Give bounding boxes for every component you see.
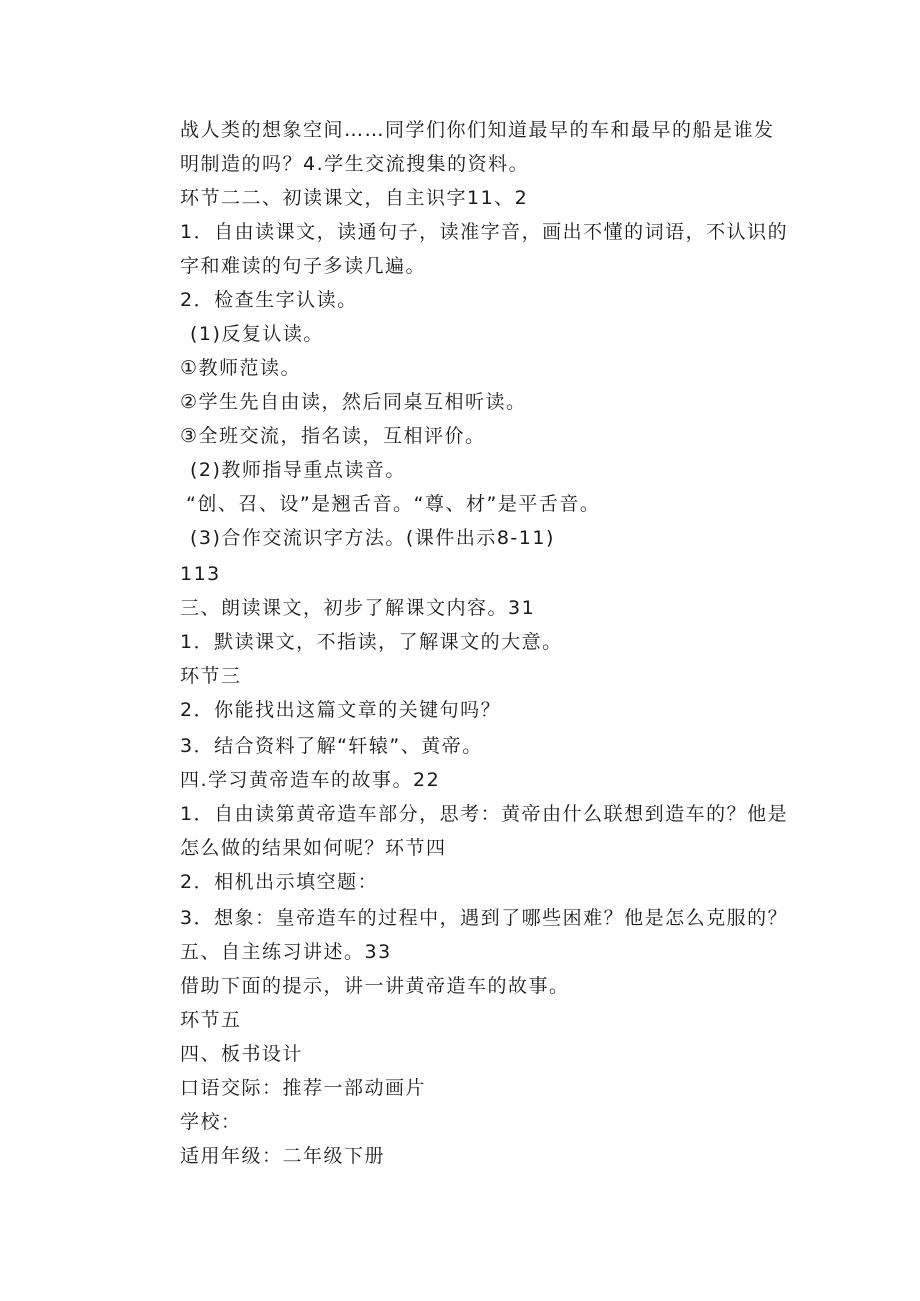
text-line-20: 四.学习黄帝造车的故事。22: [180, 769, 441, 791]
text-line-28: 四、板书设计: [180, 1043, 304, 1065]
text-line-8: ①教师范读。: [180, 357, 302, 379]
text-line-3: 环节二二、初读课文，自主识字11、2: [180, 187, 529, 209]
text-line-13: (3)合作交流识字方法。(课件出示8-11): [190, 527, 555, 549]
text-line-27: 环节五: [180, 1009, 242, 1031]
text-line-30: 学校：: [180, 1111, 242, 1133]
text-line-2: 明制造的吗？4.学生交流搜集的资料。: [180, 153, 530, 175]
text-line-15: 三、朗读课文，初步了解课文内容。31: [180, 597, 536, 619]
text-line-24: 3．想象：皇帝造车的过程中，遇到了哪些困难？他是怎么克服的？: [180, 907, 789, 929]
text-line-9: ②学生先自由读，然后同桌互相听读。: [180, 391, 527, 413]
text-line-22: 怎么做的结果如何呢？环节四: [180, 837, 447, 859]
text-line-29: 口语交际：推荐一部动画片: [180, 1077, 427, 1099]
text-line-12: “创、召、设”是翘舌音。“尊、材”是平舌音。: [186, 493, 601, 515]
text-line-26: 借助下面的提示，讲一讲黄帝造车的故事。: [180, 975, 570, 997]
text-line-23: 2．相机出示填空题：: [180, 871, 379, 893]
text-line-5: 字和难读的句子多读几遍。: [180, 255, 427, 277]
text-line-25: 五、自主练习讲述。33: [180, 941, 392, 963]
text-line-21: 1．自由读第黄帝造车部分，思考：黄帝由什么联想到造车的？他是: [180, 803, 789, 825]
text-line-4: 1．自由读课文，读通句子，读准字音，画出不懂的词语，不认识的: [180, 221, 789, 243]
text-line-10: ③全班交流，指名读，互相评价。: [180, 425, 486, 447]
text-line-16: 1．默读课文，不指读，了解课文的大意。: [180, 631, 563, 653]
text-line-14: 113: [180, 563, 221, 585]
text-line-6: 2．检查生字认读。: [180, 289, 358, 311]
text-line-17: 环节三: [180, 665, 242, 687]
text-line-1: 战人类的想象空间……同学们你们知道最早的车和最早的船是谁发: [180, 119, 775, 141]
text-line-7: (1)反复认读。: [190, 323, 324, 345]
text-line-11: (2)教师指导重点读音。: [190, 459, 406, 481]
text-line-19: 3．结合资料了解“轩辕”、黄帝。: [180, 735, 483, 757]
text-line-31: 适用年级：二年级下册: [180, 1145, 386, 1167]
text-line-18: 2．你能找出这篇文章的关键句吗？: [180, 699, 502, 721]
